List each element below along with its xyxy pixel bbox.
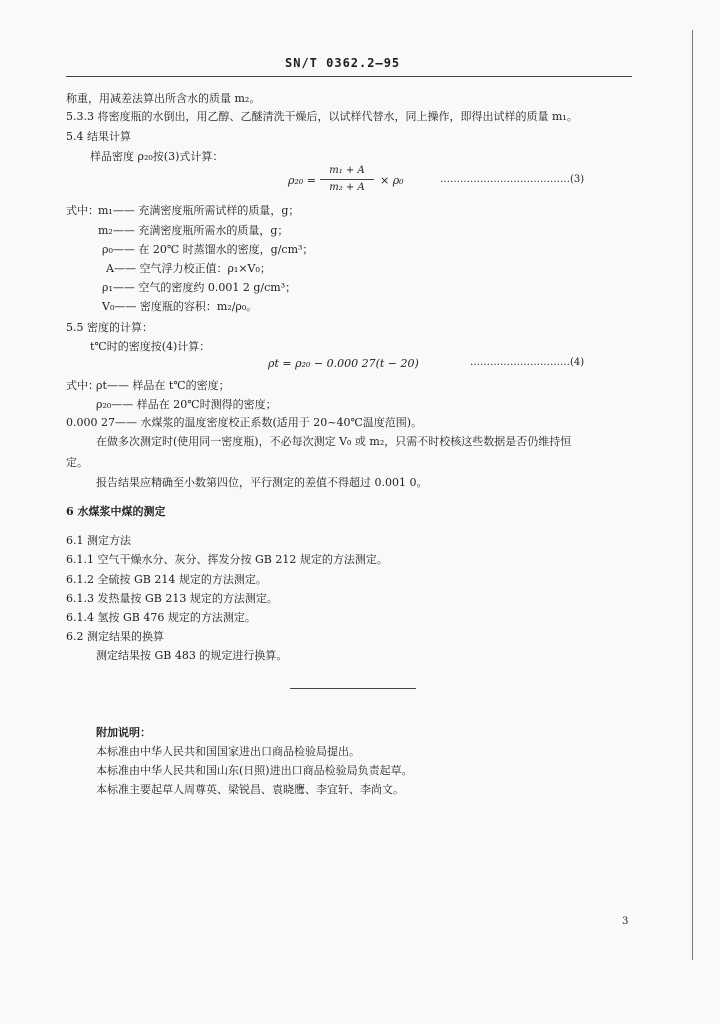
symbol-def: 0.000 27—— 水煤浆的温度密度校正系数(适用于 20~40℃温度范围)。: [66, 416, 423, 429]
clause-5-5-heading: 5.5 密度的计算：: [66, 321, 153, 334]
section-6-heading: 6 水煤浆中煤的测定: [66, 505, 166, 518]
clause-6-1: 6.1 测定方法: [66, 534, 131, 547]
clause-6-1-2: 6.1.2 全硫按 GB 214 规定的方法测定。: [66, 573, 267, 586]
scan-edge: [692, 30, 693, 960]
eq4: ρt = ρ₂₀ − 0.000 27(t − 20): [268, 357, 419, 370]
text-line: 在做多次测定时(使用同一密度瓶)，不必每次测定 V₀ 或 m₂，只需不时校核这些数据是否仍维持恒: [96, 435, 572, 448]
eq3-number: …………………………………(3): [440, 174, 585, 185]
appendix-item: 本标准主要起草人周尊英、梁锐昌、袁晓鹰、李宜轩、李尚文。: [96, 783, 404, 796]
symbol-def: m₁—— 充满密度瓶所需试样的质量，g；: [98, 204, 300, 217]
text-line: 测定结果按 GB 483 的规定进行换算。: [96, 649, 288, 662]
appendix-item: 本标准由中华人民共和国国家进出口商品检验局提出。: [96, 745, 360, 758]
clause-6-2: 6.2 测定结果的换算: [66, 630, 164, 643]
symbol-def: ρ₀—— 在 20℃ 时蒸馏水的密度，g/cm³；: [102, 243, 314, 256]
eq3-rhs: × ρ₀: [380, 174, 404, 187]
text-line: t℃时的密度按(4)计算：: [90, 340, 211, 353]
clause-6-1-1: 6.1.1 空气干燥水分、灰分、挥发分按 GB 212 规定的方法测定。: [66, 553, 388, 566]
header-rule: [66, 76, 632, 77]
eq3-numerator: m₁ + A: [329, 165, 365, 176]
page-header: SN/T 0362.2—95: [285, 56, 401, 70]
symbol-def: ρ₂₀—— 样品在 20℃时测得的密度；: [96, 398, 277, 411]
symbol-def: A—— 空气浮力校正值：ρ₁×V₀；: [106, 262, 271, 275]
end-rule: [290, 688, 416, 689]
where-label: 式中：: [66, 379, 99, 392]
text-line: 报告结果应精确至小数第四位，平行测定的差值不得超过 0.001 0。: [96, 476, 428, 489]
symbol-def: V₀—— 密度瓶的容积：m₂/ρ₀。: [102, 300, 258, 313]
eq3-lhs: ρ₂₀ =: [288, 174, 316, 187]
eq3-fraction-bar: [320, 179, 374, 180]
eq4-number: …………………………(4): [470, 357, 585, 368]
text-line: 样品密度 ρ₂₀按(3)式计算：: [90, 150, 224, 163]
text-line: 定。: [66, 456, 88, 469]
appendix-item: 本标准由中华人民共和国山东(日照)进出口商品检验局负责起草。: [96, 764, 413, 777]
clause-5-3-3: 5.3.3 将密度瓶的水倒出，用乙醇、乙醚清洗干燥后，以试样代替水，同上操作，即得出试样的质量 m₁。: [66, 110, 578, 123]
where-label: 式中：: [66, 204, 99, 217]
clause-5-4-heading: 5.4 结果计算: [66, 130, 131, 143]
symbol-def: ρt—— 样品在 t℃的密度；: [96, 379, 230, 392]
clause-6-1-4: 6.1.4 氢按 GB 476 规定的方法测定。: [66, 611, 256, 624]
symbol-def: ρ₁—— 空气的密度约 0.001 2 g/cm³；: [102, 281, 297, 294]
appendix-title: 附加说明：: [96, 726, 151, 739]
eq3-denominator: m₂ + A: [329, 182, 365, 193]
text-line: 称重，用减差法算出所含水的质量 m₂。: [66, 92, 261, 105]
symbol-def: m₂—— 充满密度瓶所需水的质量，g；: [98, 224, 289, 237]
clause-6-1-3: 6.1.3 发热量按 GB 213 规定的方法测定。: [66, 592, 278, 605]
page-number: 3: [622, 916, 629, 927]
